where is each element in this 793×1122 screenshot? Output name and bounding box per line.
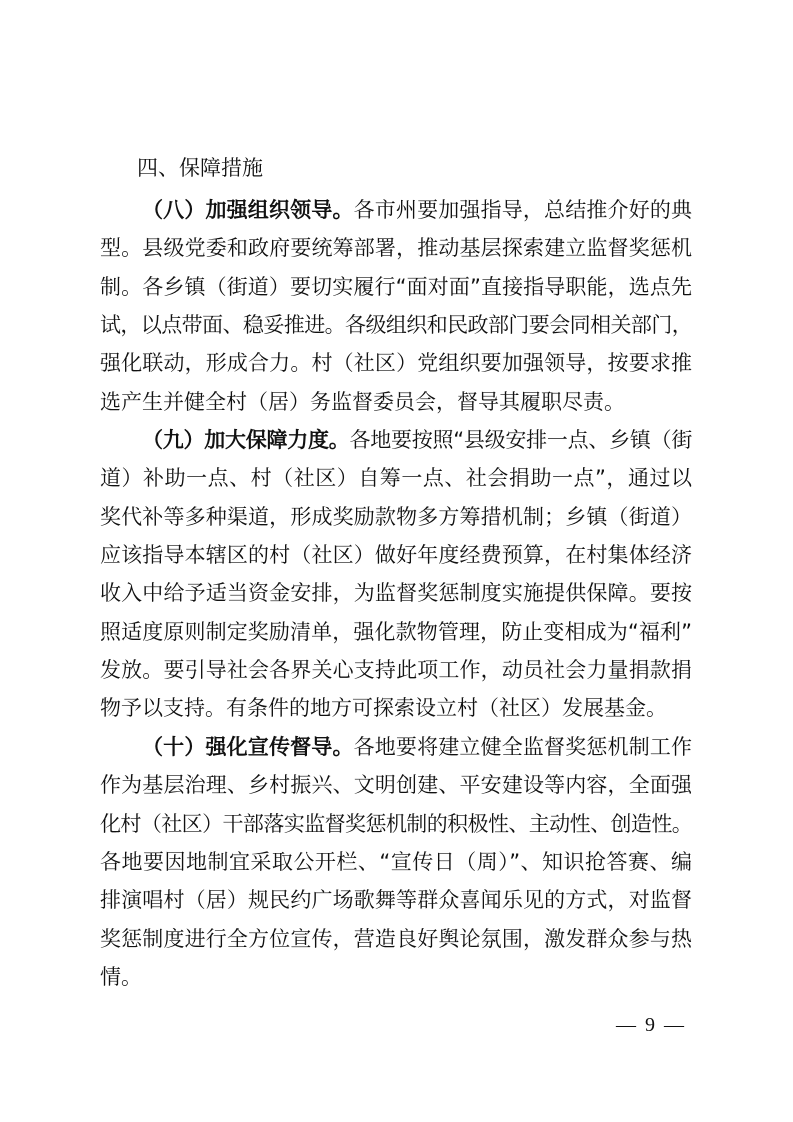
document-body bbox=[100, 149, 692, 996]
paragraph-line: 型。县级党委和政府要统筹部署，推动基层探索建立监督奖惩机 bbox=[100, 236, 692, 261]
paragraph-line: 制。各乡镇（街道）要切实履行“面对面”直接指导职能，选点先 bbox=[100, 274, 692, 299]
paragraph-9 bbox=[100, 421, 692, 728]
paragraph-8 bbox=[100, 191, 692, 421]
paragraph-line: 选产生并健全村（居）务监督委员会，督导其履职尽责。 bbox=[100, 389, 625, 414]
paragraph-line: 应该指导本辖区的村（社区）做好年度经费预算，在村集体经济 bbox=[100, 543, 692, 568]
page-number: — 9 — bbox=[616, 1014, 686, 1036]
paragraph-line: 物予以支持。有条件的地方可探索设立村（社区）发展基金。 bbox=[100, 696, 667, 721]
paragraph-line: 化村（社区）干部落实监督奖惩机制的积极性、主动性、创造性。 bbox=[100, 811, 692, 836]
paragraph-text: 各地要将建立健全监督奖惩机制工作 bbox=[353, 734, 693, 759]
paragraph-line: 各地要因地制宜采取公开栏、“宣传日（周）”、知识抢答赛、编 bbox=[100, 849, 692, 874]
paragraph-line: 作为基层治理、乡村振兴、文明创建、平安建设等内容，全面强 bbox=[100, 773, 692, 798]
paragraph-first-line bbox=[100, 421, 692, 459]
paragraph-line: 强化联动，形成合力。村（社区）党组织要加强领导，按要求推 bbox=[100, 351, 692, 376]
paragraph-lead: （八）加强组织领导。 bbox=[142, 198, 354, 222]
paragraph-line: 发放。要引导社会各界关心支持此项工作，动员社会力量捐款捐 bbox=[100, 658, 692, 683]
paragraph-line: 照适度原则制定奖励清单，强化款物管理，防止变相成为“福利” bbox=[100, 619, 692, 644]
paragraph-lead: （九）加大保障力度。 bbox=[142, 428, 350, 453]
paragraph-text: 各地要按照“县级安排一点、乡镇（街 bbox=[349, 428, 693, 453]
paragraph-10 bbox=[100, 728, 692, 996]
section-heading: 四、保障措施 bbox=[137, 156, 263, 180]
paragraph-line: 道）补助一点、村（社区）自筹一点、社会捐助一点”，通过以 bbox=[100, 466, 692, 491]
paragraph-line: 情。 bbox=[100, 964, 142, 989]
paragraph-line: 收入中给予适当资金安排，为监督奖惩制度实施提供保障。要按 bbox=[100, 581, 692, 606]
paragraph-first-line bbox=[100, 191, 692, 229]
paragraph-line: 排演唱村（居）规民约广场歌舞等群众喜闻乐见的方式，对监督 bbox=[100, 888, 692, 913]
paragraph-line: 奖惩制度进行全方位宣传，营造良好舆论氛围，激发群众参与热 bbox=[100, 926, 692, 951]
paragraph-first-line bbox=[100, 728, 692, 766]
paragraph-lead: （十）强化宣传督导。 bbox=[142, 734, 354, 759]
paragraph-text: 各市州要加强指导，总结推介好的典 bbox=[353, 198, 693, 222]
paragraph-line: 试，以点带面、稳妥推进。各级组织和民政部门要会同相关部门， bbox=[100, 313, 692, 338]
paragraph-line: 奖代补等多种渠道，形成奖励款物多方筹措机制；乡镇（街道） bbox=[100, 504, 692, 529]
